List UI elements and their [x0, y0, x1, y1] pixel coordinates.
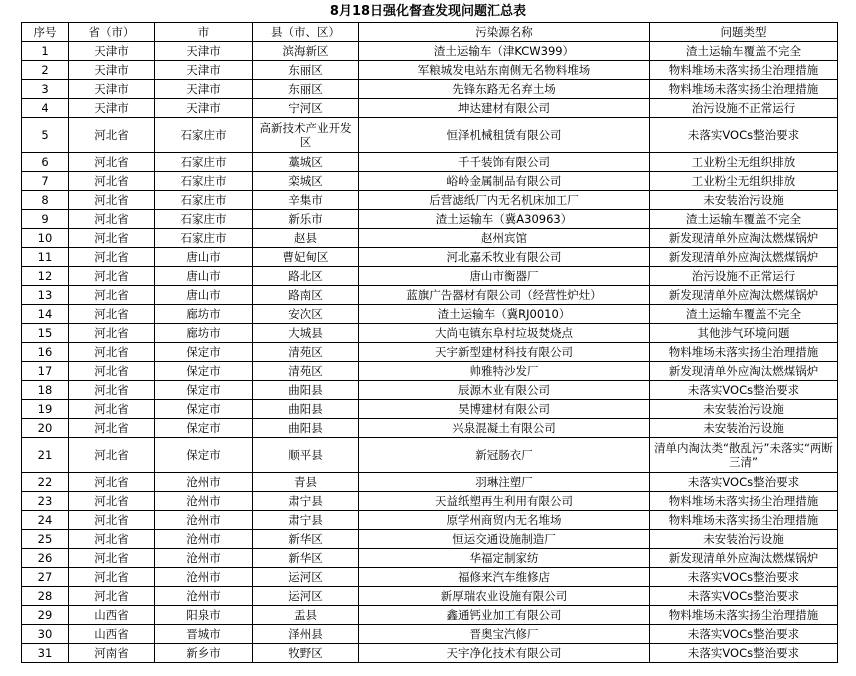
cell-index: 20 — [22, 419, 69, 438]
cell-problem-type: 物料堆场未落实扬尘治理措施 — [650, 492, 838, 511]
cell-city: 保定市 — [155, 381, 253, 400]
cell-source-name: 河北嘉禾牧业有限公司 — [359, 248, 650, 267]
table-body — [22, 42, 838, 663]
table-row — [22, 286, 838, 305]
table-row — [22, 362, 838, 381]
cell-province: 河北省 — [69, 362, 155, 381]
cell-county: 曲阳县 — [253, 419, 359, 438]
cell-county: 新华区 — [253, 530, 359, 549]
cell-county: 青县 — [253, 473, 359, 492]
cell-province: 山西省 — [69, 625, 155, 644]
cell-source-name: 恒泽机械租赁有限公司 — [359, 118, 650, 153]
cell-problem-type: 渣土运输车覆盖不完全 — [650, 42, 838, 61]
cell-city: 保定市 — [155, 419, 253, 438]
cell-source-name: 唐山市衡器厂 — [359, 267, 650, 286]
cell-province: 河北省 — [69, 473, 155, 492]
cell-problem-type: 未落实VOCs整治要求 — [650, 644, 838, 663]
table-row — [22, 324, 838, 343]
table-row — [22, 191, 838, 210]
cell-city: 廊坊市 — [155, 324, 253, 343]
cell-county: 宁河区 — [253, 99, 359, 118]
cell-city: 沧州市 — [155, 492, 253, 511]
cell-city: 天津市 — [155, 42, 253, 61]
cell-problem-type: 未落实VOCs整治要求 — [650, 473, 838, 492]
cell-province: 河北省 — [69, 286, 155, 305]
cell-county: 顺平县 — [253, 438, 359, 473]
cell-problem-type: 物料堆场未落实扬尘治理措施 — [650, 511, 838, 530]
cell-problem-type: 新发现清单外应淘汰燃煤锅炉 — [650, 286, 838, 305]
cell-index: 21 — [22, 438, 69, 473]
cell-problem-type: 渣土运输车覆盖不完全 — [650, 210, 838, 229]
cell-problem-type: 新发现清单外应淘汰燃煤锅炉 — [650, 248, 838, 267]
table-row — [22, 400, 838, 419]
table-row — [22, 492, 838, 511]
cell-city: 新乡市 — [155, 644, 253, 663]
cell-problem-type: 未落实VOCs整治要求 — [650, 118, 838, 153]
cell-province: 河北省 — [69, 267, 155, 286]
cell-problem-type: 治污设施不正常运行 — [650, 267, 838, 286]
cell-problem-type: 渣土运输车覆盖不完全 — [650, 305, 838, 324]
cell-county: 牧野区 — [253, 644, 359, 663]
cell-problem-type: 未安装治污设施 — [650, 191, 838, 210]
cell-county: 东丽区 — [253, 61, 359, 80]
cell-problem-type: 新发现清单外应淘汰燃煤锅炉 — [650, 362, 838, 381]
cell-index: 2 — [22, 61, 69, 80]
cell-problem-type: 未落实VOCs整治要求 — [650, 587, 838, 606]
cell-problem-type: 工业粉尘无组织排放 — [650, 153, 838, 172]
table-row — [22, 267, 838, 286]
table-row — [22, 530, 838, 549]
table-row — [22, 61, 838, 80]
table-row — [22, 248, 838, 267]
cell-city: 廊坊市 — [155, 305, 253, 324]
header-county: 县（市、区） — [253, 23, 359, 42]
cell-index: 23 — [22, 492, 69, 511]
cell-province: 河北省 — [69, 492, 155, 511]
cell-index: 1 — [22, 42, 69, 61]
cell-city: 沧州市 — [155, 530, 253, 549]
cell-province: 河北省 — [69, 549, 155, 568]
table-row — [22, 606, 838, 625]
cell-source-name: 峪岭金属制品有限公司 — [359, 172, 650, 191]
cell-province: 河北省 — [69, 305, 155, 324]
cell-city: 保定市 — [155, 400, 253, 419]
cell-province: 河北省 — [69, 511, 155, 530]
cell-province: 河北省 — [69, 568, 155, 587]
cell-index: 19 — [22, 400, 69, 419]
table-row — [22, 118, 838, 153]
cell-province: 天津市 — [69, 99, 155, 118]
table-row — [22, 229, 838, 248]
cell-source-name: 蓝旗广告器材有限公司（经营性炉灶） — [359, 286, 650, 305]
cell-index: 24 — [22, 511, 69, 530]
cell-province: 河北省 — [69, 324, 155, 343]
cell-province: 河北省 — [69, 400, 155, 419]
cell-problem-type: 清单内淘汰类“散乱污”未落实“两断三清” — [650, 438, 838, 473]
cell-city: 石家庄市 — [155, 118, 253, 153]
cell-source-name: 千千装饰有限公司 — [359, 153, 650, 172]
cell-county: 盂县 — [253, 606, 359, 625]
cell-index: 13 — [22, 286, 69, 305]
cell-county: 路北区 — [253, 267, 359, 286]
cell-province: 河北省 — [69, 172, 155, 191]
cell-province: 河北省 — [69, 153, 155, 172]
cell-county: 泽州县 — [253, 625, 359, 644]
cell-city: 晋城市 — [155, 625, 253, 644]
cell-index: 15 — [22, 324, 69, 343]
cell-source-name: 天宇新型建材科技有限公司 — [359, 343, 650, 362]
cell-county: 新华区 — [253, 549, 359, 568]
cell-province: 河北省 — [69, 530, 155, 549]
cell-province: 河北省 — [69, 210, 155, 229]
header-index: 序号 — [22, 23, 69, 42]
cell-city: 沧州市 — [155, 587, 253, 606]
cell-province: 河北省 — [69, 191, 155, 210]
cell-index: 12 — [22, 267, 69, 286]
cell-index: 3 — [22, 80, 69, 99]
cell-province: 天津市 — [69, 42, 155, 61]
cell-source-name: 先锋东路无名弃土场 — [359, 80, 650, 99]
header-province: 省（市） — [69, 23, 155, 42]
cell-county: 路南区 — [253, 286, 359, 305]
cell-index: 10 — [22, 229, 69, 248]
cell-index: 5 — [22, 118, 69, 153]
cell-index: 8 — [22, 191, 69, 210]
cell-county: 赵县 — [253, 229, 359, 248]
cell-index: 4 — [22, 99, 69, 118]
cell-problem-type: 工业粉尘无组织排放 — [650, 172, 838, 191]
cell-index: 27 — [22, 568, 69, 587]
cell-problem-type: 其他涉气环境问题 — [650, 324, 838, 343]
cell-source-name: 新厚瑞农业设施有限公司 — [359, 587, 650, 606]
cell-city: 天津市 — [155, 99, 253, 118]
cell-problem-type: 未落实VOCs整治要求 — [650, 568, 838, 587]
table-row — [22, 99, 838, 118]
header-city: 市 — [155, 23, 253, 42]
cell-source-name: 坤达建材有限公司 — [359, 99, 650, 118]
cell-county: 肃宁县 — [253, 492, 359, 511]
cell-city: 唐山市 — [155, 248, 253, 267]
cell-source-name: 天宇净化技术有限公司 — [359, 644, 650, 663]
cell-county: 滨海新区 — [253, 42, 359, 61]
cell-city: 石家庄市 — [155, 172, 253, 191]
cell-source-name: 军粮城发电站东南侧无名物料堆场 — [359, 61, 650, 80]
cell-source-name: 昊博建材有限公司 — [359, 400, 650, 419]
cell-city: 唐山市 — [155, 286, 253, 305]
header-row — [22, 23, 838, 42]
cell-problem-type: 未安装治污设施 — [650, 419, 838, 438]
cell-index: 16 — [22, 343, 69, 362]
table-row — [22, 343, 838, 362]
header-source-name: 污染源名称 — [359, 23, 650, 42]
cell-county: 藁城区 — [253, 153, 359, 172]
cell-source-name: 大尚屯镇东阜村垃圾焚烧点 — [359, 324, 650, 343]
cell-city: 石家庄市 — [155, 191, 253, 210]
cell-source-name: 天益纸塑再生利用有限公司 — [359, 492, 650, 511]
cell-county: 高新技术产业开发区 — [253, 118, 359, 153]
cell-index: 25 — [22, 530, 69, 549]
cell-index: 22 — [22, 473, 69, 492]
table-row — [22, 644, 838, 663]
cell-index: 18 — [22, 381, 69, 400]
cell-problem-type: 新发现清单外应淘汰燃煤锅炉 — [650, 549, 838, 568]
cell-index: 31 — [22, 644, 69, 663]
cell-source-name: 华福定制家纺 — [359, 549, 650, 568]
cell-problem-type: 物料堆场未落实扬尘治理措施 — [650, 80, 838, 99]
table-row — [22, 172, 838, 191]
cell-problem-type: 治污设施不正常运行 — [650, 99, 838, 118]
table-row — [22, 153, 838, 172]
cell-city: 阳泉市 — [155, 606, 253, 625]
cell-source-name: 渣土运输车（津KCW399） — [359, 42, 650, 61]
cell-source-name: 羽琳注塑厂 — [359, 473, 650, 492]
cell-province: 山西省 — [69, 606, 155, 625]
cell-source-name: 后营滤纸厂内无名机床加工厂 — [359, 191, 650, 210]
cell-county: 运河区 — [253, 568, 359, 587]
cell-county: 安次区 — [253, 305, 359, 324]
table-row — [22, 381, 838, 400]
cell-province: 河北省 — [69, 587, 155, 606]
cell-source-name: 新冠肠衣厂 — [359, 438, 650, 473]
cell-county: 清苑区 — [253, 343, 359, 362]
cell-index: 29 — [22, 606, 69, 625]
cell-province: 河北省 — [69, 419, 155, 438]
cell-county: 曲阳县 — [253, 400, 359, 419]
cell-province: 河北省 — [69, 343, 155, 362]
cell-province: 河北省 — [69, 248, 155, 267]
header-problem-type: 问题类型 — [650, 23, 838, 42]
cell-index: 26 — [22, 549, 69, 568]
cell-source-name: 赵州宾馆 — [359, 229, 650, 248]
cell-index: 14 — [22, 305, 69, 324]
table-row — [22, 305, 838, 324]
cell-problem-type: 未落实VOCs整治要求 — [650, 381, 838, 400]
cell-problem-type: 未安装治污设施 — [650, 530, 838, 549]
table-row — [22, 625, 838, 644]
cell-province: 天津市 — [69, 80, 155, 99]
cell-source-name: 辰源木业有限公司 — [359, 381, 650, 400]
cell-county: 曲阳县 — [253, 381, 359, 400]
cell-source-name: 原学州商贸内无名堆场 — [359, 511, 650, 530]
cell-index: 7 — [22, 172, 69, 191]
cell-county: 东丽区 — [253, 80, 359, 99]
cell-county: 清苑区 — [253, 362, 359, 381]
cell-city: 沧州市 — [155, 568, 253, 587]
cell-problem-type: 物料堆场未落实扬尘治理措施 — [650, 343, 838, 362]
cell-city: 唐山市 — [155, 267, 253, 286]
cell-index: 28 — [22, 587, 69, 606]
cell-city: 保定市 — [155, 438, 253, 473]
cell-source-name: 渣土运输车（冀A30963） — [359, 210, 650, 229]
cell-city: 石家庄市 — [155, 229, 253, 248]
cell-city: 沧州市 — [155, 549, 253, 568]
cell-county: 曹妃甸区 — [253, 248, 359, 267]
cell-index: 9 — [22, 210, 69, 229]
cell-index: 11 — [22, 248, 69, 267]
cell-county: 新乐市 — [253, 210, 359, 229]
cell-county: 辛集市 — [253, 191, 359, 210]
cell-province: 河北省 — [69, 118, 155, 153]
cell-city: 沧州市 — [155, 511, 253, 530]
table-row — [22, 473, 838, 492]
table-row — [22, 419, 838, 438]
cell-source-name: 兴泉混凝土有限公司 — [359, 419, 650, 438]
cell-province: 天津市 — [69, 61, 155, 80]
cell-source-name: 福修来汽车维修店 — [359, 568, 650, 587]
cell-source-name: 晋奥宝汽修厂 — [359, 625, 650, 644]
cell-source-name: 鑫通钙业加工有限公司 — [359, 606, 650, 625]
cell-province: 河北省 — [69, 229, 155, 248]
cell-index: 17 — [22, 362, 69, 381]
table-row — [22, 587, 838, 606]
table-row — [22, 210, 838, 229]
cell-index: 30 — [22, 625, 69, 644]
table-title: 8月18日强化督查发现问题汇总表 — [329, 4, 527, 19]
cell-city: 保定市 — [155, 343, 253, 362]
cell-problem-type: 物料堆场未落实扬尘治理措施 — [650, 606, 838, 625]
cell-province: 河南省 — [69, 644, 155, 663]
cell-city: 石家庄市 — [155, 210, 253, 229]
cell-county: 大城县 — [253, 324, 359, 343]
cell-source-name: 恒运交通设施制造厂 — [359, 530, 650, 549]
problem-summary-table — [21, 22, 838, 663]
cell-county: 栾城区 — [253, 172, 359, 191]
cell-problem-type: 新发现清单外应淘汰燃煤锅炉 — [650, 229, 838, 248]
cell-problem-type: 物料堆场未落实扬尘治理措施 — [650, 61, 838, 80]
cell-province: 河北省 — [69, 381, 155, 400]
cell-city: 天津市 — [155, 61, 253, 80]
cell-problem-type: 未安装治污设施 — [650, 400, 838, 419]
cell-index: 6 — [22, 153, 69, 172]
table-row — [22, 511, 838, 530]
table-row — [22, 549, 838, 568]
cell-city: 保定市 — [155, 362, 253, 381]
cell-province: 河北省 — [69, 438, 155, 473]
cell-county: 运河区 — [253, 587, 359, 606]
table-row — [22, 568, 838, 587]
cell-city: 天津市 — [155, 80, 253, 99]
cell-problem-type: 未落实VOCs整治要求 — [650, 625, 838, 644]
table-row — [22, 438, 838, 473]
cell-city: 石家庄市 — [155, 153, 253, 172]
table-row — [22, 42, 838, 61]
cell-county: 肃宁县 — [253, 511, 359, 530]
cell-source-name: 帅雅特沙发厂 — [359, 362, 650, 381]
cell-source-name: 渣土运输车（冀RJ0010） — [359, 305, 650, 324]
cell-city: 沧州市 — [155, 473, 253, 492]
table-row — [22, 80, 838, 99]
